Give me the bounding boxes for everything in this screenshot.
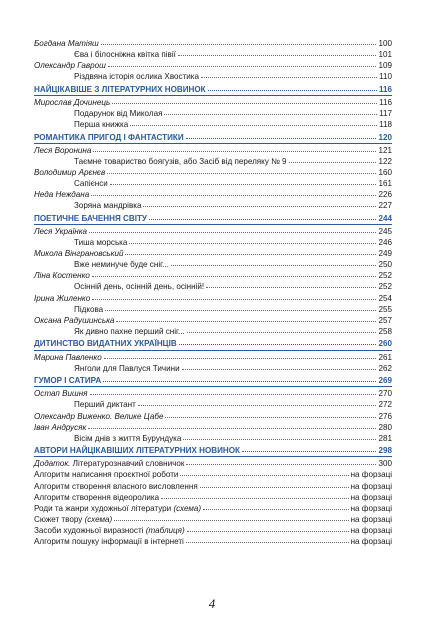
- dot-leader: [89, 225, 376, 233]
- toc-entry-page: 262: [378, 363, 392, 373]
- toc-entry-page: 257: [378, 315, 392, 325]
- toc-entry-work: [34, 326, 392, 337]
- toc-entry-title: Підкова: [74, 304, 104, 314]
- toc-entry-section: [34, 132, 392, 143]
- dot-leader: [108, 59, 377, 67]
- toc-entry-page: 118: [379, 120, 392, 130]
- dot-leader: [187, 524, 349, 532]
- toc-entry-page: 110: [379, 72, 392, 82]
- toc-entry-page: 121: [378, 145, 392, 155]
- dot-leader: [130, 118, 377, 126]
- toc-entry-title: Перший диктант: [74, 400, 136, 410]
- toc-entry-page: 300: [378, 459, 392, 469]
- toc-entry-section: [34, 445, 392, 456]
- toc-entry-title: Ліна Костенко: [34, 271, 90, 281]
- dot-leader: [200, 480, 349, 488]
- toc-entry-section: [34, 84, 392, 95]
- toc-entry-title: Вісім днів з життя Бурундука: [74, 433, 182, 443]
- dot-leader: [110, 177, 377, 185]
- page-number: 4: [208, 596, 216, 611]
- dot-leader: [182, 362, 377, 370]
- toc-entry-work: [34, 200, 392, 211]
- toc-entry-label: Додаток.: [34, 459, 71, 469]
- toc-entry-page: 254: [378, 293, 392, 303]
- dot-leader: [183, 432, 376, 440]
- dot-leader: [91, 188, 376, 196]
- toc-entry-title: Вже неминуче буде сніг...: [74, 260, 169, 270]
- toc-entry-title: ПОЕТИЧНЕ БАЧЕННЯ СВІТУ: [34, 213, 147, 223]
- toc-entry-title: Марина Павленко: [34, 352, 102, 362]
- dot-leader: [143, 199, 376, 207]
- toc-entry-page: на форзаці: [350, 537, 392, 547]
- dot-leader: [289, 155, 377, 163]
- toc-entry-page: 246: [378, 238, 392, 248]
- toc-entry-title: Єва і білосніжна квітка півії: [74, 50, 176, 60]
- toc-entry-title: Сюжет твору (схема): [34, 514, 113, 524]
- dot-leader: [165, 410, 376, 418]
- toc-entry-title: Олександр Виженко. Велике Цабе: [34, 411, 164, 421]
- dot-leader: [92, 292, 376, 300]
- toc-entry-page: 116: [378, 84, 392, 94]
- table-of-contents: [34, 38, 392, 547]
- toc-entry-page: 269: [378, 376, 392, 386]
- toc-entry-page: 281: [378, 433, 392, 443]
- toc-entry-title: Різдвяна історія ослика Хвостика: [74, 72, 200, 82]
- toc-entry-title: Остап Вишня: [34, 389, 88, 399]
- dot-leader: [103, 374, 376, 382]
- dot-leader: [186, 457, 376, 465]
- toc-entry-page: на форзаці: [350, 514, 392, 524]
- toc-entry-note: (схема): [84, 514, 113, 524]
- dot-leader: [112, 96, 377, 104]
- toc-entry-page: 255: [378, 304, 392, 314]
- toc-entry-work: [34, 119, 392, 130]
- toc-entry-page: 227: [378, 201, 392, 211]
- toc-entry-title: АВТОРИ НАЙЦІКАВІШИХ ЛІТЕРАТУРНИХ НОВИНОК: [34, 446, 240, 456]
- toc-entry-title: Олександр Гаврош: [34, 61, 106, 71]
- dot-leader: [180, 468, 348, 476]
- toc-entry-page: 161: [378, 179, 392, 189]
- toc-entry-page: 276: [378, 411, 392, 421]
- toc-entry-title: ДИТИНСТВО ВИДАТНИХ УКРАЇНЦІВ: [34, 339, 177, 349]
- toc-entry-page: 100: [378, 39, 392, 48]
- toc-entry-note: (схема): [173, 503, 202, 513]
- toc-entry-title: Подарунок від Миколая: [74, 109, 163, 119]
- toc-entry-title: Алгоритм пошуку інформації в інтернеті: [34, 537, 184, 547]
- toc-entry-page: 260: [378, 339, 392, 349]
- toc-entry-page: 122: [378, 156, 392, 166]
- toc-entry-page: 298: [378, 446, 392, 456]
- toc-entry-page: на форзаці: [350, 525, 392, 535]
- toc-entry-title: Зоряна мандрівка: [74, 201, 142, 211]
- toc-entry-page: 116: [379, 97, 392, 107]
- toc-entry-page: 272: [378, 400, 392, 410]
- toc-entry-page: 252: [378, 271, 392, 281]
- dot-leader: [114, 513, 348, 521]
- toc-entry-page: 252: [378, 282, 392, 292]
- toc-entry-title: Таємне товариство боягузів, або Засіб від переляку № 9: [74, 156, 287, 166]
- toc-entry-page: 226: [378, 190, 392, 200]
- dot-leader: [171, 258, 377, 266]
- toc-entry-page: 261: [378, 352, 392, 362]
- dot-leader: [149, 212, 377, 220]
- toc-entry-section: [34, 213, 392, 224]
- dot-leader: [186, 131, 377, 139]
- toc-entry-page: 258: [378, 326, 392, 336]
- toc-entry-page: 245: [378, 227, 392, 236]
- toc-entry-page: 280: [378, 422, 392, 432]
- dot-leader: [164, 107, 377, 115]
- dot-leader: [88, 421, 376, 429]
- toc-entry-title: РОМАНТИКА ПРИГОД І ФАНТАСТИКИ: [34, 132, 184, 142]
- dot-leader: [101, 37, 377, 45]
- dot-leader: [203, 502, 348, 510]
- toc-entry-title: Алгоритм написання проєктної роботи: [34, 470, 179, 480]
- toc-entry-plain: [34, 536, 392, 547]
- toc-entry-title: Алгоритм створення власного висловлення: [34, 481, 198, 491]
- dot-leader: [129, 236, 376, 244]
- toc-entry-title: Тиша морська: [74, 238, 128, 248]
- toc-entry-title: ГУМОР І САТИРА: [34, 376, 102, 386]
- dot-leader: [105, 303, 376, 311]
- dot-leader: [201, 70, 377, 78]
- toc-entry-page: на форзаці: [350, 470, 392, 480]
- toc-entry-title: Богдана Матіяш: [34, 39, 99, 48]
- toc-entry-work: [34, 433, 392, 444]
- toc-entry-page: на форзаці: [350, 481, 392, 491]
- dot-leader: [104, 351, 377, 359]
- toc-entry-page: 120: [378, 132, 392, 142]
- dot-leader: [179, 337, 377, 345]
- toc-entry-title: Леся Воронина: [34, 145, 92, 155]
- toc-entry-page: 250: [378, 260, 392, 270]
- toc-entry-section: [34, 375, 392, 386]
- dot-leader: [93, 144, 376, 152]
- toc-entry-section: [34, 338, 392, 349]
- toc-entry-page: 160: [378, 168, 392, 178]
- toc-entry-title: Янголи для Павлуся Тичини: [74, 363, 180, 373]
- toc-entry-title: Роди та жанри художньої літератури (схема): [34, 503, 202, 513]
- toc-entry-title: Осінній день, осінній день, осінній!: [74, 282, 205, 292]
- dot-leader: [208, 83, 377, 91]
- toc-entry-title: Іван Андрусяк: [34, 422, 87, 432]
- toc-entry-title: Ірина Жиленко: [34, 293, 91, 303]
- dot-leader: [186, 535, 349, 543]
- toc-entry-title: Перша книжка: [74, 120, 129, 130]
- toc-entry-page: 117: [379, 109, 392, 119]
- dot-leader: [125, 247, 376, 255]
- toc-entry-work: [34, 363, 392, 374]
- toc-entry-title: Як дивно пахне перший сніг...: [74, 326, 185, 336]
- toc-entry-page: на форзаці: [350, 492, 392, 502]
- toc-entry-page: 270: [378, 389, 392, 399]
- toc-entry-title: Оксана Радушинська: [34, 315, 115, 325]
- toc-entry-page: 244: [378, 213, 392, 223]
- toc-entry-page: 249: [378, 249, 392, 259]
- dot-leader: [90, 387, 377, 395]
- toc-entry-title: НАЙЦІКАВІШЕ З ЛІТЕРАТУРНИХ НОВИНОК: [34, 84, 206, 94]
- toc-entry-title: Микола Вінграновський: [34, 249, 124, 259]
- toc-entry-page: 109: [378, 61, 392, 71]
- dot-leader: [206, 280, 376, 288]
- toc-entry-title: Леся Українка: [34, 227, 88, 236]
- dot-leader: [161, 491, 348, 499]
- toc-entry-title: [34, 458, 184, 469]
- dot-leader: [92, 269, 377, 277]
- toc-entry-title: Алгоритм створення відеоролика: [34, 492, 160, 502]
- toc-entry-page: на форзаці: [350, 503, 392, 513]
- toc-entry-title: Засоби художньої виразності (таблиця): [34, 525, 185, 535]
- dot-leader: [107, 166, 376, 174]
- toc-entry-work: [34, 71, 392, 82]
- dot-leader: [138, 398, 377, 406]
- toc-entry-note: (таблиця): [145, 525, 185, 535]
- dot-leader: [242, 444, 376, 452]
- toc-entry-title: Мирослав Дочинець: [34, 97, 111, 107]
- toc-entry-text: Літературознавчий словничок: [70, 459, 185, 469]
- dot-leader: [116, 314, 376, 322]
- toc-entry-title: Сапієнси: [74, 179, 108, 189]
- toc-entry-title: Неда Неждана: [34, 190, 90, 200]
- toc-entry-page: 101: [378, 50, 392, 60]
- dot-leader: [178, 48, 377, 56]
- dot-leader: [187, 325, 377, 333]
- toc-entry-title: Володимир Арєнєв: [34, 168, 106, 178]
